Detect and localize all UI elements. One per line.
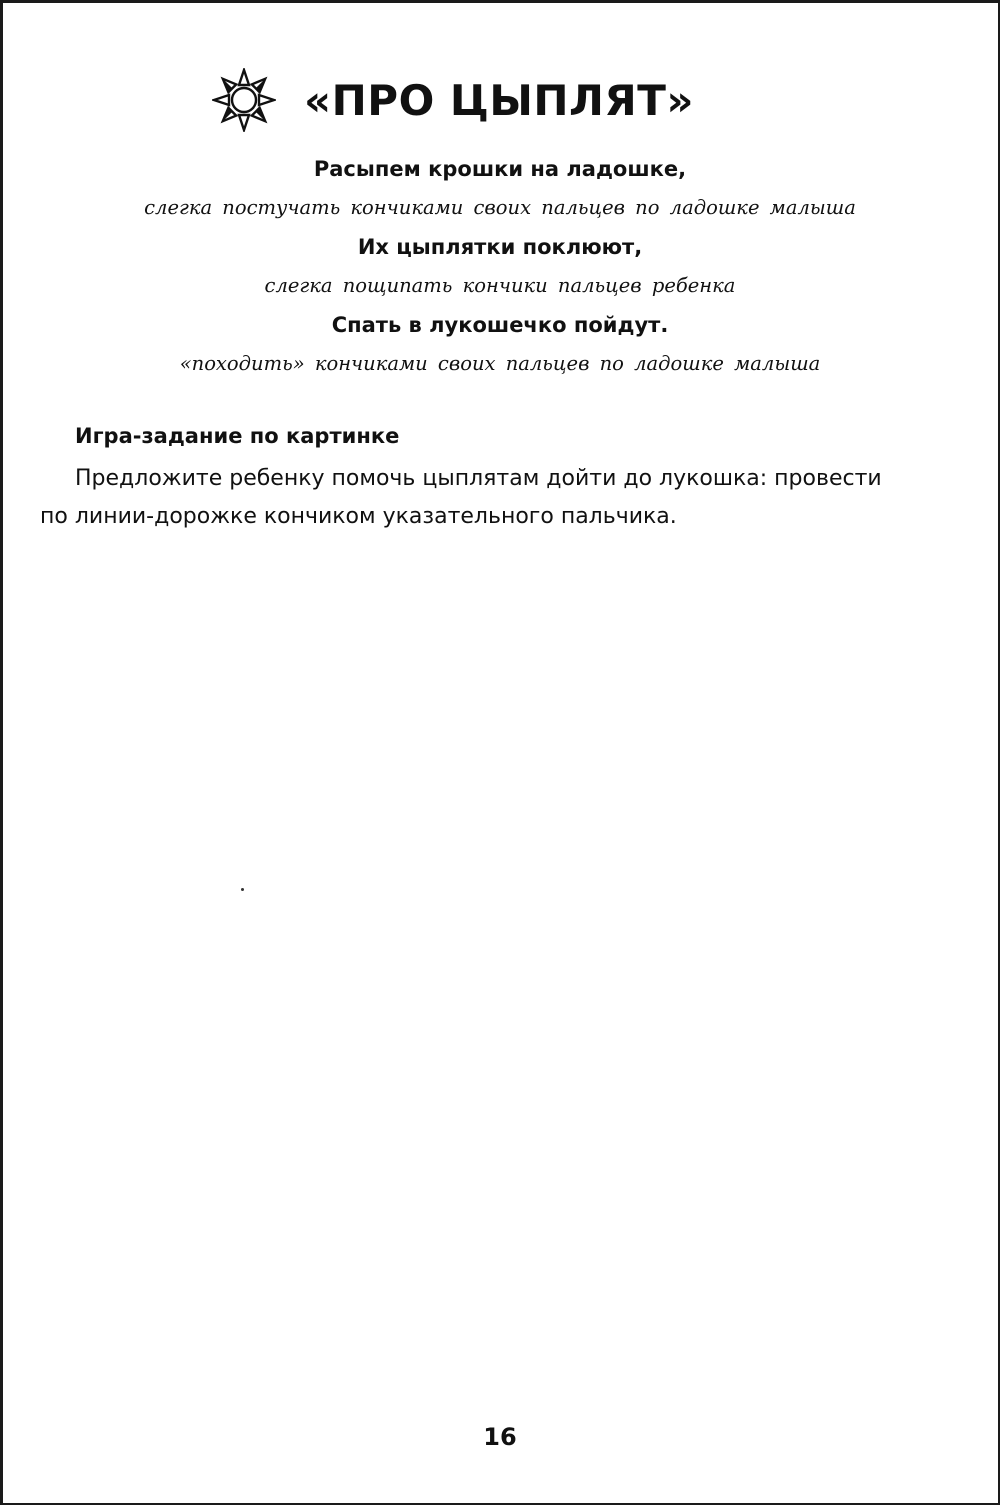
poem xyxy=(40,152,960,386)
poem-verse: Их цыплятки поклюют, xyxy=(357,235,643,259)
poem-action: слегка пощипать кончики пальцев ребенка xyxy=(264,274,736,297)
task-heading: Игра-задание по картинке xyxy=(75,424,400,448)
task-instruction-line: по линии-дорожке кончиком указательного пальчика. xyxy=(40,504,677,529)
poem-action: слегка постучать кончиками своих пальцев по ладошке малыша xyxy=(144,196,856,219)
sun-icon xyxy=(212,68,276,132)
task-instruction xyxy=(40,460,940,536)
poem-verse: Расыпем крошки на ладошке, xyxy=(313,157,687,181)
task-instruction-line: Предложите ребенку помочь цыплятам дойти до лукошка: провести xyxy=(75,466,882,491)
page-title: «ПРО ЦЫПЛЯТ» xyxy=(304,75,695,125)
print-speck xyxy=(241,888,244,891)
poem-action: «походить» кончиками своих пальцев по ладошке малыша xyxy=(179,352,821,375)
poem-verse: Спать в лукошечко пойдут. xyxy=(331,313,669,337)
page-number: 16 xyxy=(483,1423,517,1451)
title-row xyxy=(212,60,694,140)
